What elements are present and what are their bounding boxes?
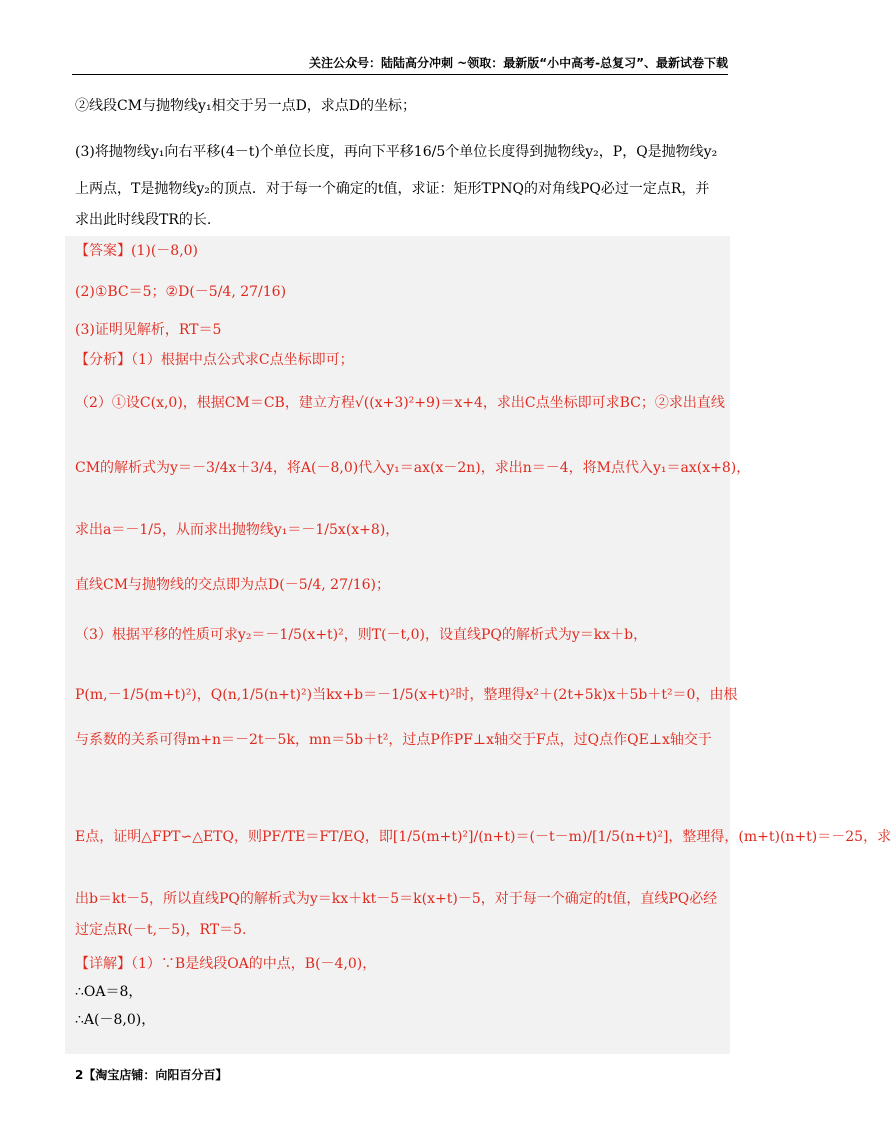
answer-line-2: (2)①BC＝5；②D(－5/4, 27/16) [75,284,287,300]
detail-line-1-text: 【详解】（1）∵B是线段OA的中点，B(－4,0)， [75,956,377,972]
answer-line-1: 【答案】(1)(－8,0) [75,243,199,259]
page-header [72,54,728,75]
question-line-2: (3)将抛物线y₁向右平移(4－t)个单位长度，再向下平移16/5个单位长度得到抛物线y₂，P，Q是抛物线y₂ [75,144,718,160]
footer-text: 2【淘宝店铺：向阳百分百】 [75,1068,228,1082]
answer-line-3: (3)证明见解析，RT＝5 [75,322,222,338]
question-line-3: 上两点，T是抛物线y₂的顶点．对于每一个确定的t值，求证：矩形TPNQ的对角线PQ必过一定点R，并 [75,181,710,197]
analysis-line-3: CM的解析式为y＝－3/4x＋3/4，将A(－8,0)代入y₁＝ax(x－2n)，求出n＝－4，将M点代入y₁＝ax(x+8)， [75,460,751,476]
analysis-line-9: E点，证明△FPT∽△ETQ，则PF/TE＝FT/EQ，即[1/5(m+t)²]/(n+t)＝(－t－m)/[1/5(n+t)²]，整理得，(m+t)(n+t)＝－25，求 [75,829,891,845]
analysis-line-11: 过定点R(－t,－5)，RT＝5. [75,922,247,938]
detail-line-3: ∴A(－8,0)， [75,1012,156,1028]
question-line-4: 求出此时线段TR的长. [75,212,212,228]
header-text: 关注公众号：陆陆高分冲刺 ~领取：最新版“小中高考-总复习”、最新试卷下载 [309,56,728,70]
analysis-line-4: 求出a＝－1/5，从而求出抛物线y₁＝－1/5x(x+8)， [75,522,400,538]
analysis-line-8: 与系数的关系可得m+n＝－2t－5k，mn＝5b＋t²，过点P作PF⊥x轴交于F点，过Q点作QE⊥x轴交于 [75,732,712,748]
analysis-line-10: 出b＝kt－5，所以直线PQ的解析式为y＝kx＋kt－5＝k(x+t)－5，对于每一个确定的t值，直线PQ必经 [75,891,718,907]
analysis-line-7: P(m,－1/5(m+t)²)，Q(n,1/5(n+t)²)当kx+b＝－1/5(x+t)²时，整理得x²＋(2t+5k)x＋5b＋t²＝0，由根 [75,687,738,703]
analysis-line-1: 【分析】（1）根据中点公式求C点坐标即可； [75,352,354,368]
detail-line-1 [75,954,376,974]
analysis-line-5: 直线CM与抛物线的交点即为点D(－5/4, 27/16)； [75,577,390,593]
analysis-line-6: （3）根据平移的性质可求y₂＝－1/5(x+t)²，则T(－t,0)，设直线PQ的解析式为y＝kx＋b， [75,627,648,643]
detail-line-2: ∴OA＝8， [75,984,143,1000]
question-line-1: ②线段CM与抛物线y₁相交于另一点D，求点D的坐标； [75,98,417,114]
page-footer [75,1066,227,1083]
analysis-line-2: （2）①设C(x,0)，根据CM＝CB，建立方程√((x+3)²+9)＝x+4，求出C点坐标即可求BC；②求出直线 [75,395,725,411]
